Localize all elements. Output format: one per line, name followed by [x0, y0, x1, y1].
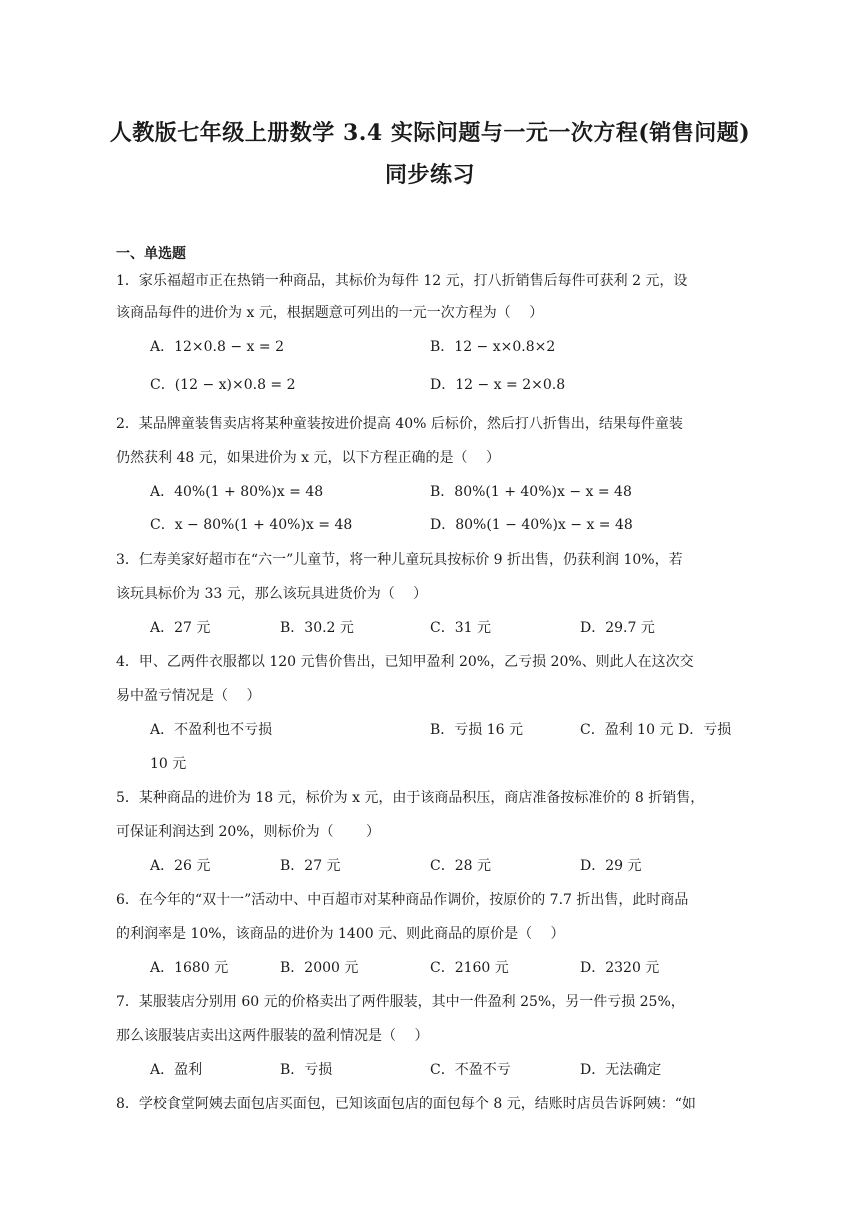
question-2-line-1: 2．某品牌童装售卖店将某种童装按进价提高 40% 后标价，然后打八折售出，结果每件童装	[116, 416, 683, 432]
page-subtitle: 同步练习	[384, 162, 475, 188]
question-3-option-b: B．30.2 元	[280, 620, 354, 636]
question-6-option-c: C．2160 元	[430, 960, 509, 976]
question-1-option-c: C．(12 − x)×0.8 = 2	[150, 377, 296, 393]
question-7-option-d: D．无法确定	[580, 1062, 662, 1078]
question-7-option-b: B．亏损	[280, 1062, 333, 1078]
question-1-option-a: A．12×0.8 − x = 2	[150, 339, 284, 355]
question-2-line-2: 仍然获利 48 元，如果进价为 x 元，以下方程正确的是（ ）	[116, 450, 500, 466]
question-2-option-a: A．40%(1 + 80%)x = 48	[150, 484, 324, 500]
question-7-option-a: A．盈利	[150, 1062, 203, 1078]
question-5-option-c: C．28 元	[430, 858, 491, 874]
question-2-option-c: C．x − 80%(1 + 40%)x = 48	[150, 517, 353, 533]
question-1-option-d: D．12 − x = 2×0.8	[430, 377, 566, 393]
question-4-option-d-wrap: 10 元	[150, 756, 187, 772]
page-title: 人教版七年级上册数学 3.4 实际问题与一元一次方程(销售问题)	[109, 120, 751, 146]
question-5-option-a: A．26 元	[150, 858, 211, 874]
question-5-line-2: 可保证利润达到 20%，则标价为（ ）	[116, 824, 381, 840]
question-4-option-b: B．亏损 16 元	[430, 722, 524, 738]
question-7-option-c: C．不盈不亏	[430, 1062, 511, 1078]
question-1-line-1: 1．家乐福超市正在热销一种商品，其标价为每件 12 元，打八折销售后每件可获利 2 元，设	[116, 273, 688, 289]
question-3-option-c: C．31 元	[430, 620, 491, 636]
question-8-line-1: 8．学校食堂阿姨去面包店买面包，已知该面包店的面包每个 8 元，结账时店员告诉阿姨：“如	[116, 1096, 696, 1112]
question-6-option-a: A．1680 元	[150, 960, 229, 976]
question-3-option-a: A．27 元	[150, 620, 211, 636]
question-1-option-b: B．12 − x×0.8×2	[430, 339, 556, 355]
question-4-line-2: 易中盈亏情况是（ ）	[116, 688, 261, 704]
question-6-option-b: B．2000 元	[280, 960, 359, 976]
question-5-line-1: 5．某种商品的进价为 18 元，标价为 x 元，由于该商品积压，商店准备按标准价的 8 折销售，	[116, 790, 705, 806]
question-3-line-2: 该玩具标价为 33 元，那么该玩具进货价为（ ）	[116, 586, 428, 602]
question-4-option-c: C．盈利 10 元	[580, 722, 674, 738]
question-3-line-1: 3．仁寿美家好超市在“六一”儿童节，将一种儿童玩具按标价 9 折出售，仍获利润 10%，若	[116, 552, 683, 568]
question-5-option-d: D．29 元	[580, 858, 642, 874]
question-7-line-1: 7．某服装店分别用 60 元的价格卖出了两件服装，其中一件盈利 25%，另一件亏损 25%，	[116, 994, 685, 1010]
question-5-option-b: B．27 元	[280, 858, 341, 874]
question-6-option-d: D．2320 元	[580, 960, 660, 976]
question-4-option-d: D．亏损	[678, 722, 732, 738]
question-2-option-b: B．80%(1 + 40%)x − x = 48	[430, 484, 632, 500]
question-7-line-2: 那么该服装店卖出这两件服装的盈利情况是（ ）	[116, 1028, 429, 1044]
question-6-line-1: 6．在今年的“双十一”活动中、中百超市对某种商品作调价，按原价的 7.7 折出售，此时商品	[116, 892, 689, 908]
section-heading: 一、单选题	[116, 246, 186, 262]
question-2-option-d: D．80%(1 − 40%)x − x = 48	[430, 517, 633, 533]
question-1-line-2: 该商品每件的进价为 x 元，根据题意可列出的一元一次方程为（ ）	[116, 305, 544, 321]
question-4-option-a: A．不盈利也不亏损	[150, 722, 273, 738]
question-6-line-2: 的利润率是 10%，该商品的进价为 1400 元、则此商品的原价是（ ）	[116, 926, 565, 942]
question-4-line-1: 4．甲、乙两件衣服都以 120 元售价售出，已知甲盈利 20%，乙亏损 20%、则此人在这次交	[116, 654, 694, 670]
question-3-option-d: D．29.7 元	[580, 620, 655, 636]
